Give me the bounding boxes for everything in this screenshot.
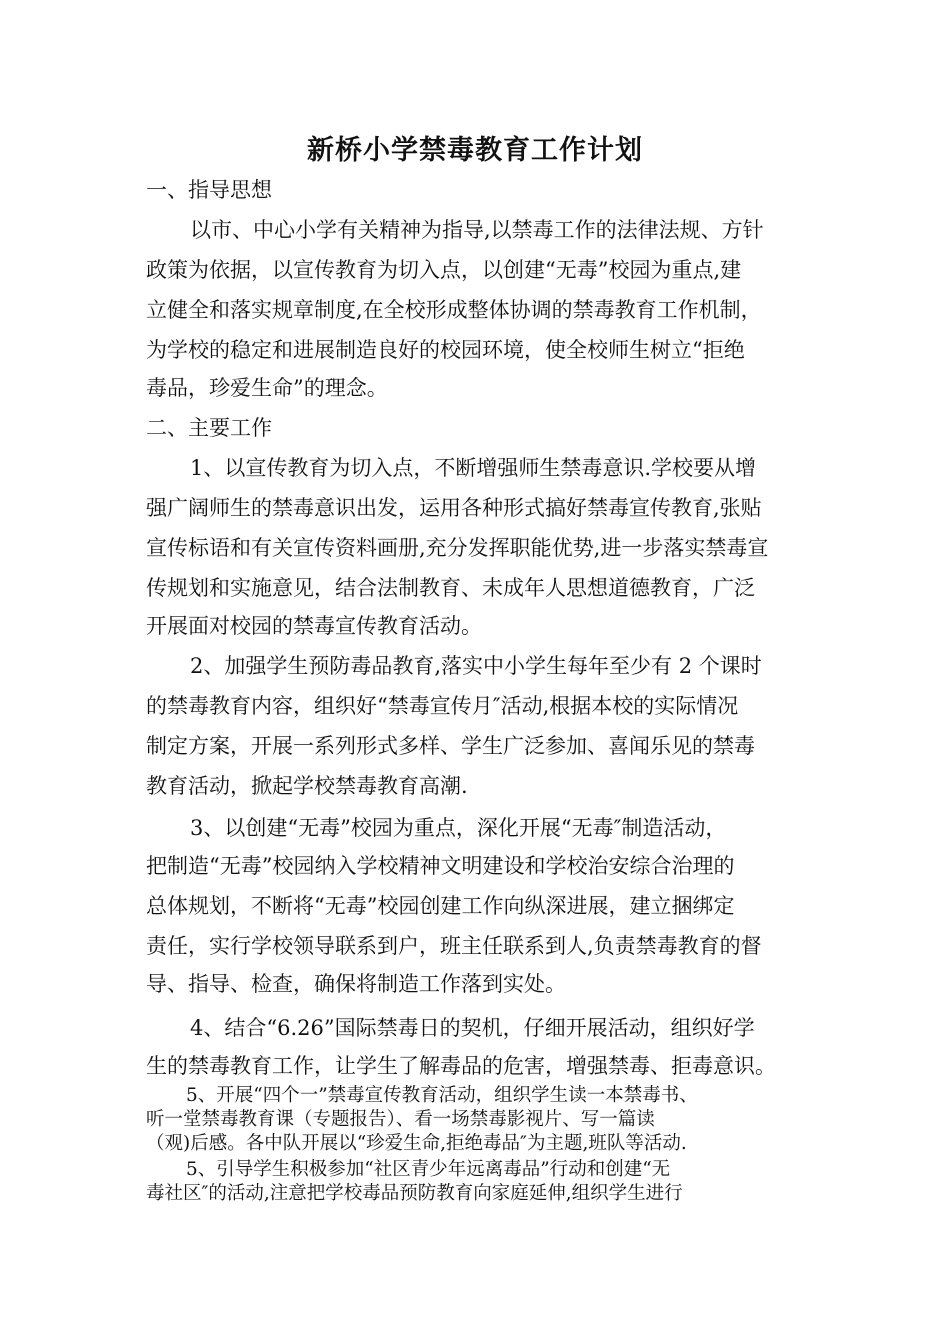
paragraph-line: 1、以宣传教育为切入点，不断增强师生禁毒意识.学校要从增 — [190, 456, 757, 480]
paragraph-line: 把制造“无毒”校园纳入学校精神文明建设和学校治安综合治理的 — [146, 854, 735, 878]
paragraph-line: 开展面对校园的禁毒宣传教育活动。 — [146, 614, 482, 638]
paragraph-line: 总体规划，不断将“无毒”校园创建工作向纵深进展，建立捆绑定 — [146, 894, 735, 918]
paragraph-line: 以市、中心小学有关精神为指导,以禁毒工作的法律法规、方针 — [190, 218, 764, 242]
section-heading-main-work: 二、主要工作 — [146, 416, 272, 440]
paragraph-line: 教育活动，掀起学校禁毒教育高潮. — [146, 774, 468, 798]
paragraph-line: 宣传标语和有关宣传资料画册,充分发挥职能优势,进一步落实禁毒宣 — [146, 536, 769, 560]
paragraph-line: 听一堂禁毒教育课（专题报告）、看一场禁毒影视片、写一篇读 — [146, 1109, 655, 1130]
paragraph-line: 为学校的稳定和进展制造良好的校园环境，使全校师生树立“拒绝 — [146, 338, 745, 362]
paragraph-line: 5、开展“四个一”禁毒宣传教育活动，组织学生读一本禁毒书、 — [186, 1085, 698, 1106]
paragraph-line: 强广阔师生的禁毒意识出发，运用各种形式搞好禁毒宣传教育,张贴 — [146, 496, 762, 520]
paragraph-line: 的禁毒教育内容，组织好“禁毒宣传月″活动,根据本校的实际情况 — [146, 694, 739, 718]
paragraph-line: 2、加强学生预防毒品教育,落实中小学生每年至少有 2 个课时 — [190, 654, 762, 678]
paragraph-line: 制定方案，开展一系列形式多样、学生广泛参加、喜闻乐见的禁毒 — [146, 734, 755, 758]
paragraph-line: 5、引导学生积极参加“社区青少年远离毒品”行动和创建“无 — [186, 1159, 671, 1180]
paragraph-line: 政策为依据，以宣传教育为切入点，以创建“无毒”校园为重点,建 — [146, 258, 742, 282]
paragraph-line: 4、结合“6.26”国际禁毒日的契机，仔细开展活动，组织好学 — [190, 1016, 755, 1040]
paragraph-line: （观)后感。各中队开展以“珍爱生命,拒绝毒品″为主题,班队等活动. — [146, 1133, 687, 1154]
paragraph-line: 责任，实行学校领导联系到户，班主任联系到人,负责禁毒教育的督 — [146, 934, 762, 958]
paragraph-line: 导、指导、检查，确保将制造工作落到实处。 — [146, 972, 566, 996]
paragraph-line: 生的禁毒教育工作，让学生了解毒品的危害，增强禁毒、拒毒意识。 — [146, 1054, 776, 1078]
paragraph-line: 立健全和落实规章制度,在全校形成整体协调的禁毒教育工作机制， — [146, 298, 762, 322]
paragraph-line: 毒品，珍爱生命”的理念。 — [146, 376, 388, 400]
section-heading-guiding-ideology: 一、指导思想 — [146, 178, 272, 202]
document-title: 新桥小学禁毒教育工作计划 — [307, 135, 643, 166]
paragraph-line: 毒社区″的活动,注意把学校毒品预防教育向家庭延伸,组织学生进行 — [146, 1183, 683, 1204]
paragraph-line: 传规划和实施意见，结合法制教育、未成年人思想道德教育，广泛 — [146, 576, 755, 600]
paragraph-line: 3、以创建“无毒”校园为重点，深化开展“无毒″制造活动， — [190, 816, 727, 840]
